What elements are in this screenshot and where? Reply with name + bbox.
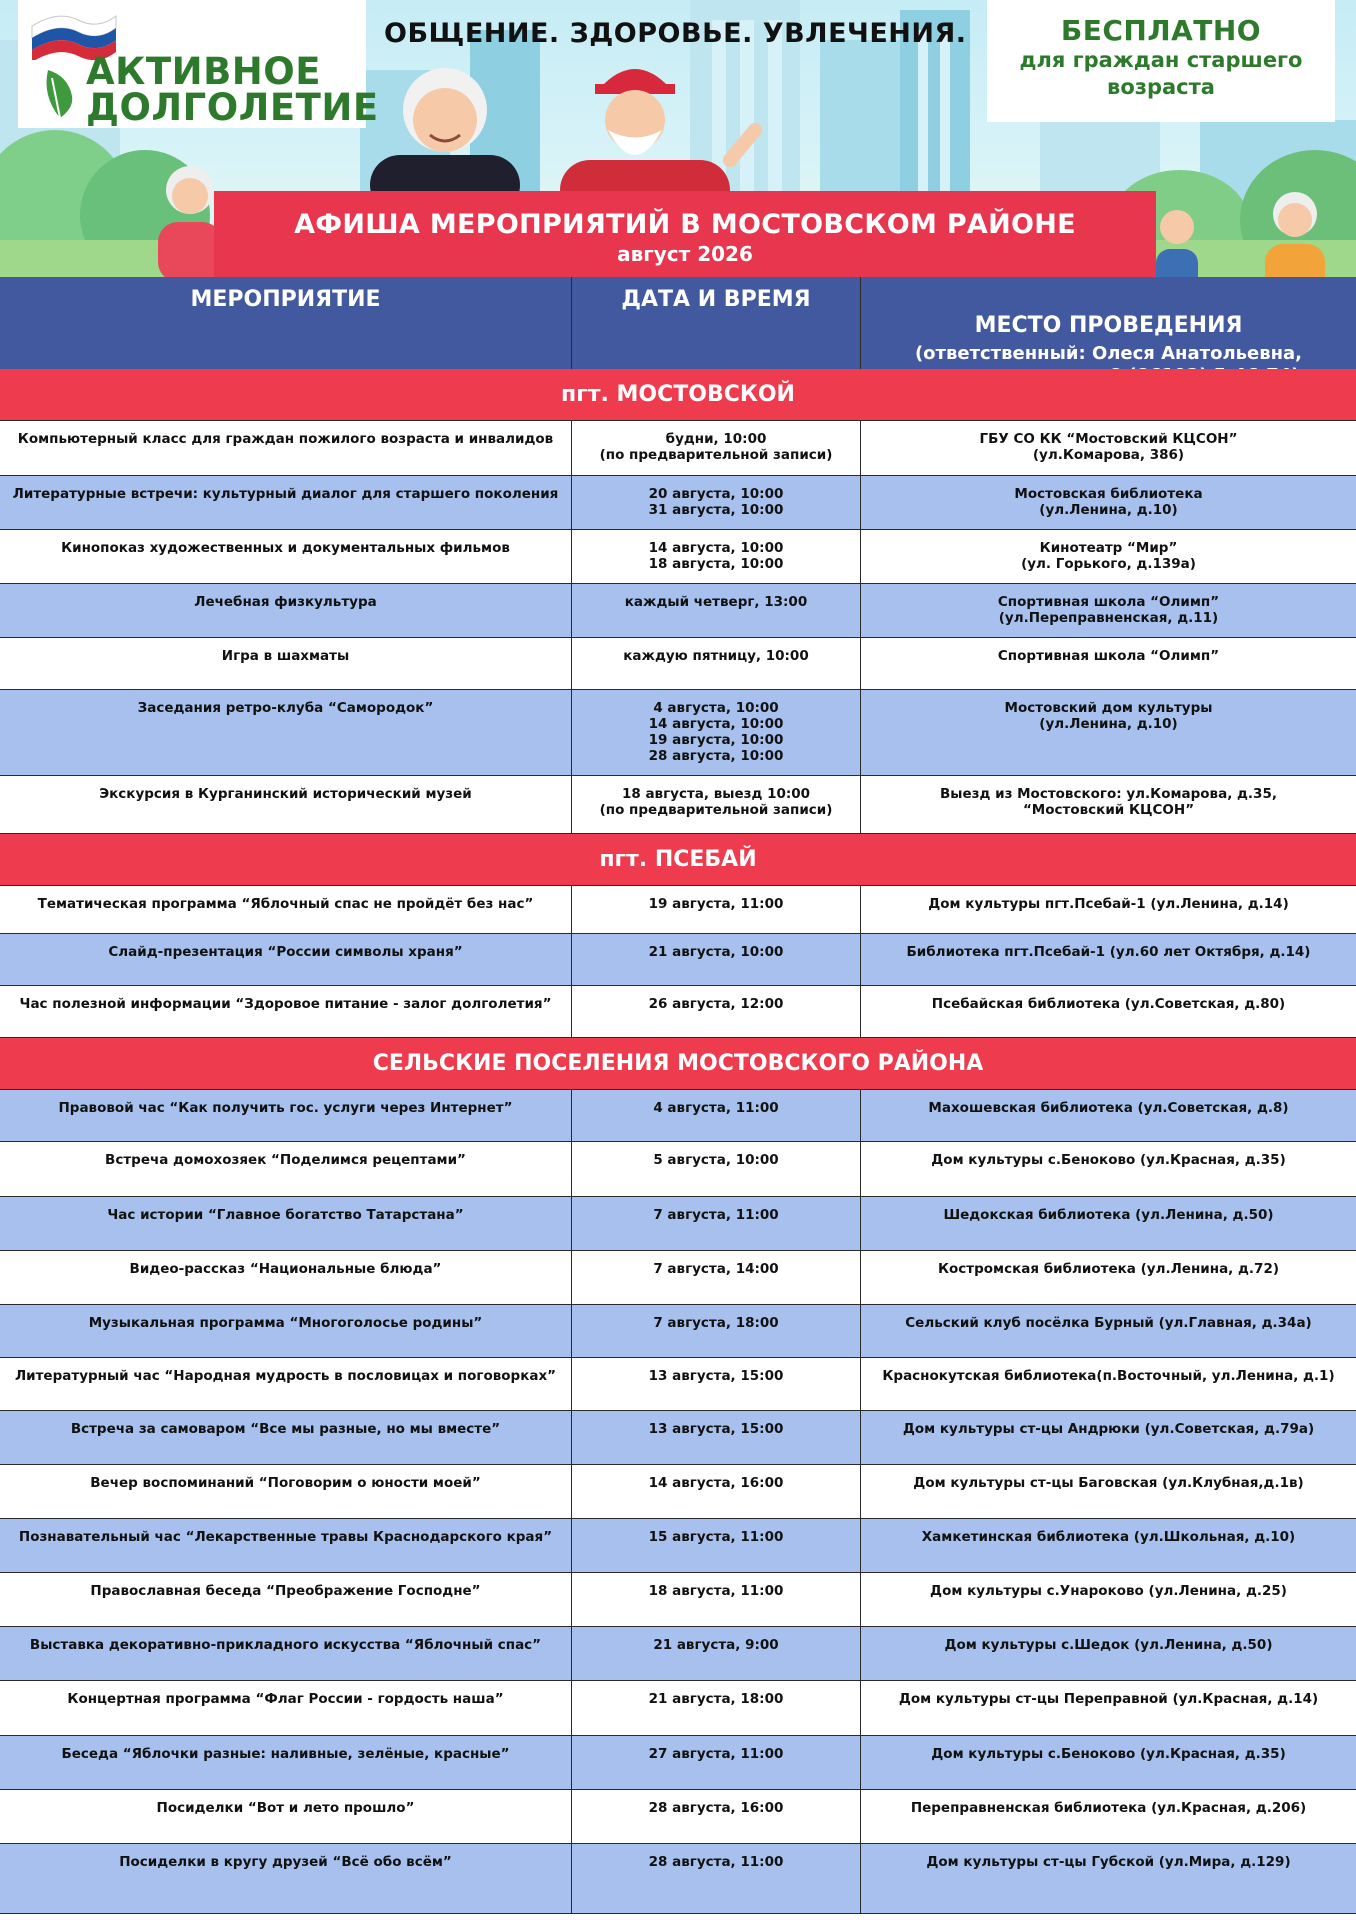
datetime-cell: 18 августа, 11:00 xyxy=(572,1573,861,1626)
logo-line-2: ДОЛГОЛЕТИЕ xyxy=(86,86,379,129)
table-row xyxy=(0,986,1356,1038)
table-row xyxy=(0,1411,1356,1465)
grandmother-illustration xyxy=(360,55,530,195)
place-cell: Краснокутская библиотека(п.Восточный, ул.Ленина, д.1) xyxy=(882,1368,1335,1384)
place-cell: Дом культуры с.Шедок (ул.Ленина, д.50) xyxy=(944,1637,1273,1653)
place-cell: Мостовский дом культуры (ул.Ленина, д.10) xyxy=(1004,700,1213,732)
datetime-cell: 27 августа, 11:00 xyxy=(572,1736,861,1789)
event-cell: Музыкальная программа “Многоголосье родины” xyxy=(0,1305,572,1357)
table-header xyxy=(0,277,1356,370)
datetime-cell: 21 августа, 9:00 xyxy=(572,1627,861,1680)
event-cell: Видео-рассказ “Национальные блюда” xyxy=(0,1251,572,1304)
event-cell: Выставка декоративно-прикладного искусства “Яблочный спас” xyxy=(0,1627,572,1680)
header-event: МЕРОПРИЯТИЕ xyxy=(0,277,572,369)
table-row xyxy=(0,934,1356,986)
event-cell: Беседа “Яблочки разные: наливные, зелёные, красные” xyxy=(0,1736,572,1789)
datetime-cell: каждую пятницу, 10:00 xyxy=(572,638,861,689)
event-cell: Компьютерный класс для граждан пожилого возраста и инвалидов xyxy=(0,421,572,475)
event-cell: Правовой час “Как получить гос. услуги через Интернет” xyxy=(0,1090,572,1141)
table-row xyxy=(0,690,1356,776)
free-badge xyxy=(987,0,1335,122)
table-row xyxy=(0,1736,1356,1790)
poster-month: август 2026 xyxy=(617,242,753,266)
poster-title-box xyxy=(214,191,1156,277)
table-row xyxy=(0,1844,1356,1914)
event-cell: Литературные встречи: культурный диалог для старшего поколения xyxy=(0,476,572,529)
place-cell: Псебайская библиотека (ул.Советская, д.80) xyxy=(931,996,1286,1012)
table-row xyxy=(0,1573,1356,1627)
datetime-cell: 21 августа, 10:00 xyxy=(572,934,861,985)
datetime-cell: 4 августа, 11:00 xyxy=(572,1090,861,1141)
place-cell: Переправненская библиотека (ул.Красная, д.206) xyxy=(910,1800,1307,1816)
datetime-cell: каждый четверг, 13:00 xyxy=(572,584,861,637)
event-cell: Литературный час “Народная мудрость в пословицах и поговорках” xyxy=(0,1358,572,1410)
free-title: БЕСПЛАТНО xyxy=(1060,14,1262,47)
place-cell: Спортивная школа “Олимп” (ул.Переправненская, д.11) xyxy=(997,594,1220,626)
datetime-cell: 20 августа, 10:00 31 августа, 10:00 xyxy=(572,476,861,529)
datetime-cell: 15 августа, 11:00 xyxy=(572,1519,861,1572)
place-cell: Дом культуры пгт.Псебай-1 (ул.Ленина, д.14) xyxy=(928,896,1289,912)
woman-right-illustration xyxy=(1255,190,1335,277)
place-cell: Мостовская библиотека (ул.Ленина, д.10) xyxy=(1014,486,1203,518)
table-row xyxy=(0,886,1356,934)
place-cell: Хамкетинская библиотека (ул.Школьная, д.10) xyxy=(921,1529,1296,1545)
event-cell: Игра в шахматы xyxy=(0,638,572,689)
table-row xyxy=(0,476,1356,530)
place-cell: Сельский клуб посёлка Бурный (ул.Главная, д.34а) xyxy=(905,1315,1312,1331)
event-cell: Вечер воспоминаний “Поговорим о юности моей” xyxy=(0,1465,572,1518)
datetime-cell: 18 августа, выезд 10:00 (по предварительной записи) xyxy=(572,776,861,833)
event-cell: Посиделки “Вот и лето прошло” xyxy=(0,1790,572,1843)
event-cell: Концертная программа “Флаг России - гордость наша” xyxy=(0,1681,572,1735)
place-cell: ГБУ СО КК “Мостовский КЦСОН” (ул.Комарова, 386) xyxy=(979,431,1238,463)
table-row xyxy=(0,1519,1356,1573)
event-cell: Познавательный час “Лекарственные травы Краснодарского края” xyxy=(0,1519,572,1572)
logo-line-1: АКТИВНОЕ xyxy=(86,50,321,93)
table-row xyxy=(0,421,1356,476)
table-row xyxy=(0,1790,1356,1844)
place-cell: Дом культуры ст-цы Андрюки (ул.Советская, д.79а) xyxy=(902,1421,1315,1437)
event-cell: Час истории “Главное богатство Татарстана” xyxy=(0,1197,572,1250)
place-cell: Выезд из Мостовского: ул.Комарова, д.35, “Мостовский КЦСОН” xyxy=(940,786,1277,818)
leaf-icon xyxy=(38,56,82,120)
datetime-cell: 28 августа, 11:00 xyxy=(572,1844,861,1913)
section-header: пгт. МОСТОВСКОЙ xyxy=(0,369,1356,421)
datetime-cell: 14 августа, 10:00 18 августа, 10:00 xyxy=(572,530,861,583)
datetime-cell: 13 августа, 15:00 xyxy=(572,1411,861,1464)
event-cell: Экскурсия в Курганинский исторический музей xyxy=(0,776,572,833)
event-cell: Кинопоказ художественных и документальных фильмов xyxy=(0,530,572,583)
datetime-cell: 7 августа, 18:00 xyxy=(572,1305,861,1357)
datetime-cell: 14 августа, 16:00 xyxy=(572,1465,861,1518)
poster-title: АФИША МЕРОПРИЯТИЙ В МОСТОВСКОМ РАЙОНЕ xyxy=(294,209,1076,240)
datetime-cell: будни, 10:00 (по предварительной записи) xyxy=(572,421,861,475)
header-place-contact: (ответственный: Олеся Анатольевна, xyxy=(914,343,1303,364)
place-cell: Дом культуры ст-цы Баговская (ул.Клубная,д.1в) xyxy=(913,1475,1304,1491)
table-row xyxy=(0,1305,1356,1358)
event-cell: Посиделки в кругу друзей “Всё обо всём” xyxy=(0,1844,572,1913)
datetime-cell: 7 августа, 14:00 xyxy=(572,1251,861,1304)
event-cell: Слайд-презентация “России символы храня” xyxy=(0,934,572,985)
place-cell: Дом культуры ст-цы Переправной (ул.Красная, д.14) xyxy=(898,1691,1319,1707)
place-cell: Шедокская библиотека (ул.Ленина, д.50) xyxy=(943,1207,1274,1223)
table-row xyxy=(0,584,1356,638)
table-row xyxy=(0,776,1356,834)
logo xyxy=(18,0,379,129)
event-cell: Встреча за самоваром “Все мы разные, но мы вместе” xyxy=(0,1411,572,1464)
grandfather-illustration xyxy=(540,50,770,200)
slogan: ОБЩЕНИЕ. ЗДОРОВЬЕ. УВЛЕЧЕНИЯ. xyxy=(384,18,967,49)
table-row xyxy=(0,1197,1356,1251)
banner xyxy=(0,0,1356,277)
datetime-cell: 13 августа, 15:00 xyxy=(572,1358,861,1410)
table-row xyxy=(0,1090,1356,1142)
place-cell: Махошевская библиотека (ул.Советская, д.8) xyxy=(928,1100,1289,1116)
datetime-cell: 5 августа, 10:00 xyxy=(572,1142,861,1196)
datetime-cell: 7 августа, 11:00 xyxy=(572,1197,861,1250)
event-cell: Православная беседа “Преображение Господне” xyxy=(0,1573,572,1626)
table-row xyxy=(0,1358,1356,1411)
table-row xyxy=(0,1681,1356,1736)
place-cell: Дом культуры ст-цы Губской (ул.Мира, д.129) xyxy=(926,1854,1291,1870)
header-place: МЕСТО ПРОВЕДЕНИЯ (ответственный: Олеся Анатольевна, xyxy=(861,277,1356,369)
man-right-illustration xyxy=(1152,205,1202,277)
table-row xyxy=(0,638,1356,690)
datetime-cell: 4 августа, 10:00 14 августа, 10:00 19 августа, 10:00 28 августа, 10:00 xyxy=(572,690,861,775)
header-datetime: ДАТА И ВРЕМЯ xyxy=(572,277,861,369)
section-header: СЕЛЬСКИЕ ПОСЕЛЕНИЯ МОСТОВСКОГО РАЙОНА xyxy=(0,1038,1356,1090)
table-row xyxy=(0,530,1356,584)
table-row xyxy=(0,1465,1356,1519)
datetime-cell: 21 августа, 18:00 xyxy=(572,1681,861,1735)
place-cell: Спортивная школа “Олимп” xyxy=(997,648,1220,664)
datetime-cell: 26 августа, 12:00 xyxy=(572,986,861,1037)
table-row xyxy=(0,1142,1356,1197)
section-header: пгт. ПСЕБАЙ xyxy=(0,834,1356,886)
table-row xyxy=(0,1251,1356,1305)
place-cell: Дом культуры с.Беноково (ул.Красная, д.35) xyxy=(931,1152,1286,1168)
place-cell: Дом культуры с.Унароково (ул.Ленина, д.25) xyxy=(930,1583,1287,1599)
table-row xyxy=(0,1627,1356,1681)
place-cell: Дом культуры с.Беноково (ул.Красная, д.35) xyxy=(931,1746,1286,1762)
place-cell: Кинотеатр “Мир” (ул. Горького, д.139а) xyxy=(1021,540,1196,572)
event-cell: Час полезной информации “Здоровое питание - залог долголетия” xyxy=(0,986,572,1037)
free-subtitle: для граждан старшего возраста xyxy=(1019,48,1303,99)
place-cell: Костромская библиотека (ул.Ленина, д.72) xyxy=(937,1261,1280,1277)
event-cell: Заседания ретро-клуба “Самородок” xyxy=(0,690,572,775)
event-cell: Тематическая программа “Яблочный спас не пройдёт без нас” xyxy=(0,886,572,933)
place-cell: Библиотека пгт.Псебай-1 (ул.60 лет Октября, д.14) xyxy=(906,944,1311,960)
datetime-cell: 28 августа, 16:00 xyxy=(572,1790,861,1843)
datetime-cell: 19 августа, 11:00 xyxy=(572,886,861,933)
event-cell: Лечебная физкультура xyxy=(0,584,572,637)
event-cell: Встреча домохозяек “Поделимся рецептами” xyxy=(0,1142,572,1196)
